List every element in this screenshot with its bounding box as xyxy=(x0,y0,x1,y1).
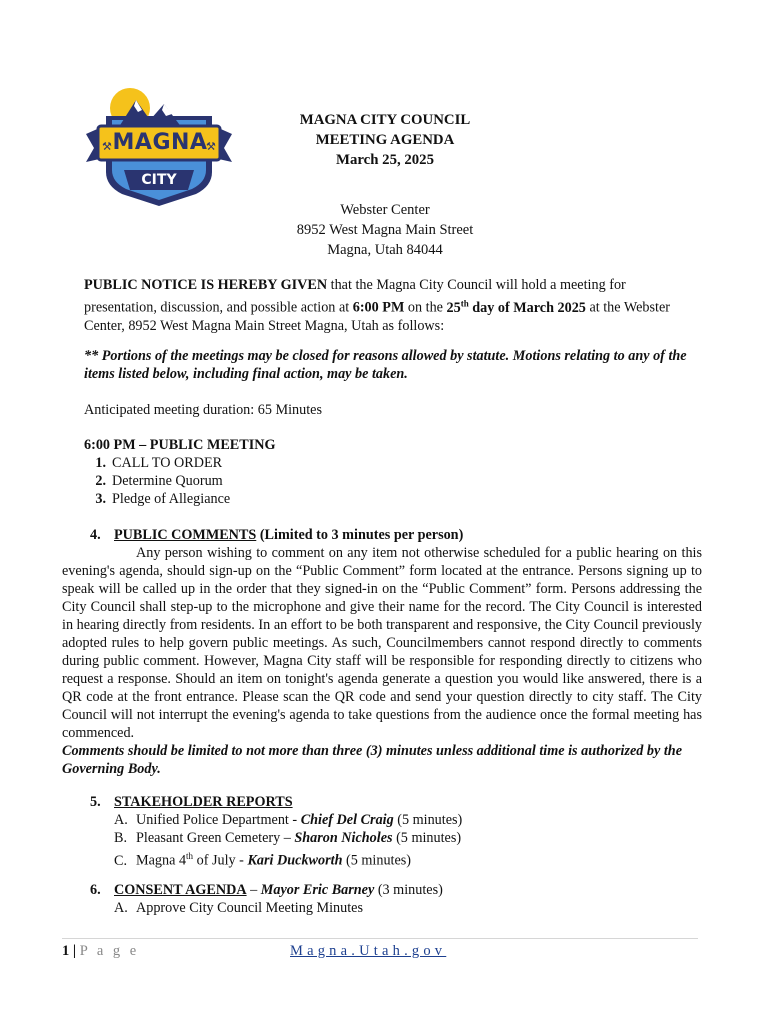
item-time: (5 minutes) xyxy=(393,812,463,828)
public-comments-title: PUBLIC COMMENTS xyxy=(114,527,257,543)
item-time: (5 minutes) xyxy=(342,852,412,869)
svg-text:⚒: ⚒ xyxy=(206,140,216,153)
page-num: 1 xyxy=(62,943,70,959)
notice-text-1: that the Magna City Council will hold a meeting for presentation, discussion, and possible action at xyxy=(84,277,626,316)
address-city: Magna, Utah 84044 xyxy=(327,242,443,258)
item-person: Chief Del Craig xyxy=(300,812,394,828)
public-meeting-section xyxy=(84,436,684,508)
svg-text:⚒: ⚒ xyxy=(102,140,112,153)
item-label: CALL TO ORDER xyxy=(112,455,223,471)
notice-time: 6:00 PM xyxy=(352,299,405,316)
item-number: 2. xyxy=(95,473,106,489)
item-letter: B. xyxy=(114,830,128,846)
consent-agenda-section xyxy=(62,881,702,917)
item-number: 3. xyxy=(95,491,106,507)
list-item xyxy=(62,899,702,917)
public-comments-emphasis: Comments should be limited to not more than three (3) minutes unless additional time is authorized by the Governing Body. xyxy=(62,743,682,777)
public-notice xyxy=(84,276,694,335)
page-word: P a g e xyxy=(79,943,140,959)
item-label: Pledge of Allegiance xyxy=(112,491,231,507)
address-street: 8952 West Magna Main Street xyxy=(296,222,474,238)
item-number: 5. xyxy=(90,794,101,810)
item-sup: th xyxy=(186,851,194,861)
website-link[interactable]: Magna.Utah.gov xyxy=(290,943,447,959)
consent-time: (3 minutes) xyxy=(374,882,443,898)
header-subtitle: MEETING AGENDA xyxy=(315,132,455,148)
consent-title: CONSENT AGENDA xyxy=(114,882,247,898)
item-text: Approve City Council Meeting Minutes xyxy=(136,900,363,916)
public-comments-section xyxy=(62,526,702,778)
header-date: March 25, 2025 xyxy=(336,152,434,168)
list-item xyxy=(62,847,702,870)
list-item xyxy=(84,454,684,472)
public-comments-note: (Limited to 3 minutes per person) xyxy=(256,527,464,543)
header-title: MAGNA CITY COUNCIL xyxy=(299,112,471,128)
logo-text-magna: MAGNA xyxy=(112,130,208,155)
item-time: (5 minutes) xyxy=(392,830,462,846)
item-text: Pleasant Green Cemetery – xyxy=(136,830,295,846)
list-item xyxy=(62,811,702,829)
meeting-address xyxy=(240,200,530,260)
public-comments-body: Any person wishing to comment on any item not otherwise scheduled for a public hearing on this evening's agenda, should sign-up on the “Public Comment” form located at the entrance. Persons signing up to speak will be called up in the order that they signed-in on the “Public Comment” form. Persons addressing the City Council shall step-up to the microphone and give their name for the record. The City Council is interested in hearing directly from residents. In an effort to be both transparent and responsive, the City Council previously adopted rules to help govern public meetings. As such, Councilmembers cannot respond directly to comments during public comment. However, Magna City staff will be responsible for responding directly to citizens who request a response. Should an item on tonight's agenda generate a question you would like answered, there is a QR code at the front entrance. Please scan the QR code and send your question directly to city staff. The City Council will not interrupt the evening's agenda to take questions from the audience once the formal meeting has commenced. xyxy=(62,545,702,741)
item-text: Unified Police Department - xyxy=(136,812,301,828)
consent-heading xyxy=(62,881,702,899)
item-person: Sharon Nicholes xyxy=(294,830,393,846)
page-number xyxy=(62,943,139,960)
stakeholder-title: STAKEHOLDER REPORTS xyxy=(114,794,293,810)
page-sep: | xyxy=(69,943,80,959)
item-text-2: of July - xyxy=(193,852,248,869)
notice-day-rest: day of March 2025 xyxy=(468,299,586,316)
item-letter: A. xyxy=(114,900,128,916)
item-number: 4. xyxy=(90,527,101,543)
address-venue: Webster Center xyxy=(340,202,430,218)
statute-disclaimer: ** Portions of the meetings may be closed for reasons allowed by statute. Motions relating to any of the items listed below, including final action, may be taken. xyxy=(84,348,687,382)
public-comments-heading xyxy=(62,526,702,544)
magna-city-logo xyxy=(84,86,234,208)
notice-text-2: on the xyxy=(404,299,447,316)
consent-person: Mayor Eric Barney xyxy=(260,882,375,898)
consent-dash: – xyxy=(246,882,261,898)
item-letter: A. xyxy=(114,812,128,828)
notice-text-3: at the Webster Center, 8952 West Magna Main Street Magna, Utah as follows: xyxy=(84,299,670,334)
item-number: 1. xyxy=(95,455,106,471)
meeting-items-list xyxy=(84,454,684,508)
notice-day: 25 xyxy=(446,299,461,316)
stakeholder-reports-section xyxy=(62,793,702,870)
logo-text-city: CITY xyxy=(141,172,177,188)
item-label: Determine Quorum xyxy=(112,473,223,489)
notice-day-sup: th xyxy=(460,298,469,308)
public-meeting-title: 6:00 PM – PUBLIC MEETING xyxy=(84,437,276,453)
list-item xyxy=(84,490,684,508)
agenda-header xyxy=(240,110,530,170)
item-letter: C. xyxy=(114,852,128,869)
meeting-duration: Anticipated meeting duration: 65 Minutes xyxy=(84,402,322,418)
stakeholder-heading xyxy=(62,793,702,811)
list-item xyxy=(84,472,684,490)
list-item xyxy=(62,829,702,847)
footer-divider xyxy=(62,938,698,939)
item-person: Kari Duckworth xyxy=(247,852,343,869)
item-text: Magna 4 xyxy=(136,852,187,869)
notice-lead: PUBLIC NOTICE IS HEREBY GIVEN xyxy=(84,277,328,293)
item-number: 6. xyxy=(90,882,101,898)
